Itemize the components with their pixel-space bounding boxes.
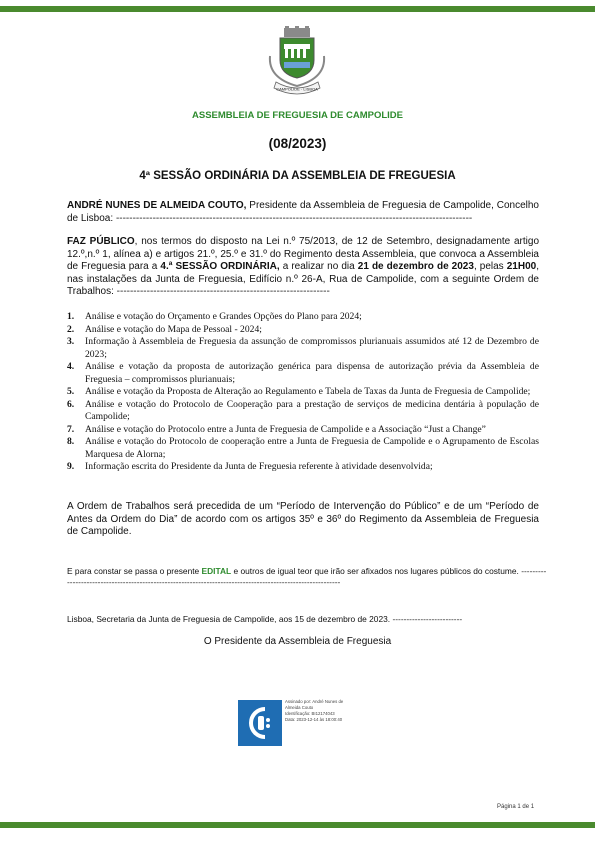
digital-signature-details xyxy=(285,699,343,723)
agenda-item-number: 7. xyxy=(67,423,75,435)
convocation-text-2: a realizar no dia xyxy=(279,261,358,273)
intro-text: Presidente da Assembleia de Freguesia de Campolide, Concelho de Lisboa: xyxy=(67,200,539,224)
parish-coat-of-arms xyxy=(266,26,328,96)
signature-name: Almeida Couto xyxy=(285,705,314,710)
agenda-item-text: Análise e votação da proposta de autorização genérica para dispensa de autorização prévia da Assembleia de Freguesia – compromissos plurianuais; xyxy=(85,361,539,385)
meeting-date: 21 de dezembro de 2023 xyxy=(357,261,474,273)
agenda-item-text: Informação à Assembleia de Freguesia da assunção de compromissos plurianuais assumidos até 12 de Dezembro de 2023; xyxy=(85,336,539,360)
edital-text-2: e outros de igual teor que irão ser afixados nos lugares públicos do costume. xyxy=(231,566,522,576)
organization-name: ASSEMBLEIA DE FREGUESIA DE CAMPOLIDE xyxy=(192,110,403,121)
agenda-item xyxy=(67,461,539,474)
convocation-dashes: ---------------------------------------------------------------- xyxy=(116,286,330,298)
signature-signed-by: Assinado por: André Nunes de xyxy=(285,699,344,704)
agenda-item-number: 3. xyxy=(67,336,75,347)
agenda-item-number: 6. xyxy=(67,398,75,410)
edital-note xyxy=(67,566,547,587)
document-number: (08/2023) xyxy=(268,136,327,151)
place-date-text: Lisboa, Secretaria da Junta de Freguesia de Campolide, aos 15 de dezembro de 2023. xyxy=(67,614,393,624)
page-number: Página 1 de 1 xyxy=(497,804,535,810)
faz-publico: FAZ PÚBLICO xyxy=(67,236,135,247)
agenda-item-text: Análise e votação do Protocolo entre a Junta de Freguesia de Campolide e a Associação “Just a Change” xyxy=(85,423,486,435)
agenda-item-text: Análise e votação da Proposta de Alteração ao Regulamento e Tabela de Taxas da Junta de Freguesia de Campolide; xyxy=(85,386,531,397)
edital-dashes: ----------------------------------------------------------------------------------------------------------- xyxy=(67,566,547,587)
crest-caption: CAMPOLIDE · LISBOA xyxy=(276,86,318,92)
bottom-green-bar xyxy=(0,822,595,828)
agenda-item-number: 8. xyxy=(67,436,75,447)
session-name-bold: 4.ª SESSÃO ORDINÁRIA, xyxy=(160,261,280,273)
agenda-item-number: 9. xyxy=(67,461,75,472)
session-title: 4ª SESSÃO ORDINÁRIA DA ASSEMBLEIA DE FREGUESIA xyxy=(139,170,456,182)
edital-text-1: E para constar se passa o presente xyxy=(67,566,202,576)
convocation-text-1: , nos termos do disposto na Lei n.º 75/2013, de 12 de Setembro, designadamente artigo 12.º,n.º 1, alínea a) e artigos 21.º, 25.º e 31.º do Regimento desta Assembleia, que convoca a Assembleia de Freguesia para a xyxy=(67,236,539,273)
agenda-list xyxy=(67,311,539,474)
signature-date: Data: 2023-12-14 às 18:00:40 xyxy=(285,717,343,722)
agenda-item-text: Análise e votação do Protocolo de cooperação entre a Junta de Freguesia de Campolide e o Agrupamento de Escolas Marquesa de Alorna; xyxy=(85,436,539,460)
agenda-item-text: Informação escrita do Presidente da Junta de Freguesia referente à atividade desenvolvida; xyxy=(85,461,433,472)
agenda-item xyxy=(67,336,539,361)
agenda-item xyxy=(67,436,539,461)
convocation-text-4: , nas instalações da Junta de Freguesia, Edifício n.º 26-A, Rua de Campolide, com a seguinte Ordem de Trabalhos: xyxy=(67,261,539,298)
agenda-item-text: Análise e votação do Protocolo de Cooperação para a prestação de serviços de medicina dentária à população de Campolide; xyxy=(85,398,539,422)
agenda-item-text: Análise e votação do Mapa de Pessoal - 2024; xyxy=(85,323,262,335)
agenda-item-number: 2. xyxy=(67,323,75,335)
agenda-item xyxy=(67,399,539,424)
agenda-item xyxy=(67,424,539,437)
intro-paragraph xyxy=(67,200,539,225)
place-date-line xyxy=(67,614,547,625)
agenda-item-text: Análise e votação do Orçamento e Grandes Opções do Plano para 2024; xyxy=(85,311,362,322)
signature-id: Identificação: BI12174043 xyxy=(285,711,335,716)
agenda-item-number: 5. xyxy=(67,386,75,397)
agenda-item xyxy=(67,386,539,399)
agenda-item xyxy=(67,324,539,337)
meeting-time: 21H00 xyxy=(506,261,537,273)
signature-title: O Presidente da Assembleia de Freguesia xyxy=(203,636,392,647)
convocation-text-3: , pelas xyxy=(473,261,507,273)
agenda-item-number: 4. xyxy=(67,361,75,372)
agenda-item xyxy=(67,361,539,386)
place-date-dashes: ------------------------- xyxy=(392,614,463,624)
edital-word: EDITAL xyxy=(201,566,232,576)
top-green-bar xyxy=(0,6,595,12)
agenda-item xyxy=(67,311,539,324)
ordem-note: A Ordem de Trabalhos será precedida de um “Período de Intervenção do Público” e de um “Período de Antes da Ordem do Dia” de acordo com os artigos 35º e 36º do Regimento da Assembleia de Freguesia de Campolide. xyxy=(67,501,539,538)
convocation-paragraph xyxy=(67,236,539,299)
president-name: ANDRÉ NUNES DE ALMEIDA COUTO, xyxy=(67,200,247,211)
agenda-item-number: 1. xyxy=(67,311,75,322)
intro-dashes: ----------------------------------------------------------------------------------------------------------- xyxy=(115,212,473,224)
digital-signature-icon xyxy=(238,700,282,746)
